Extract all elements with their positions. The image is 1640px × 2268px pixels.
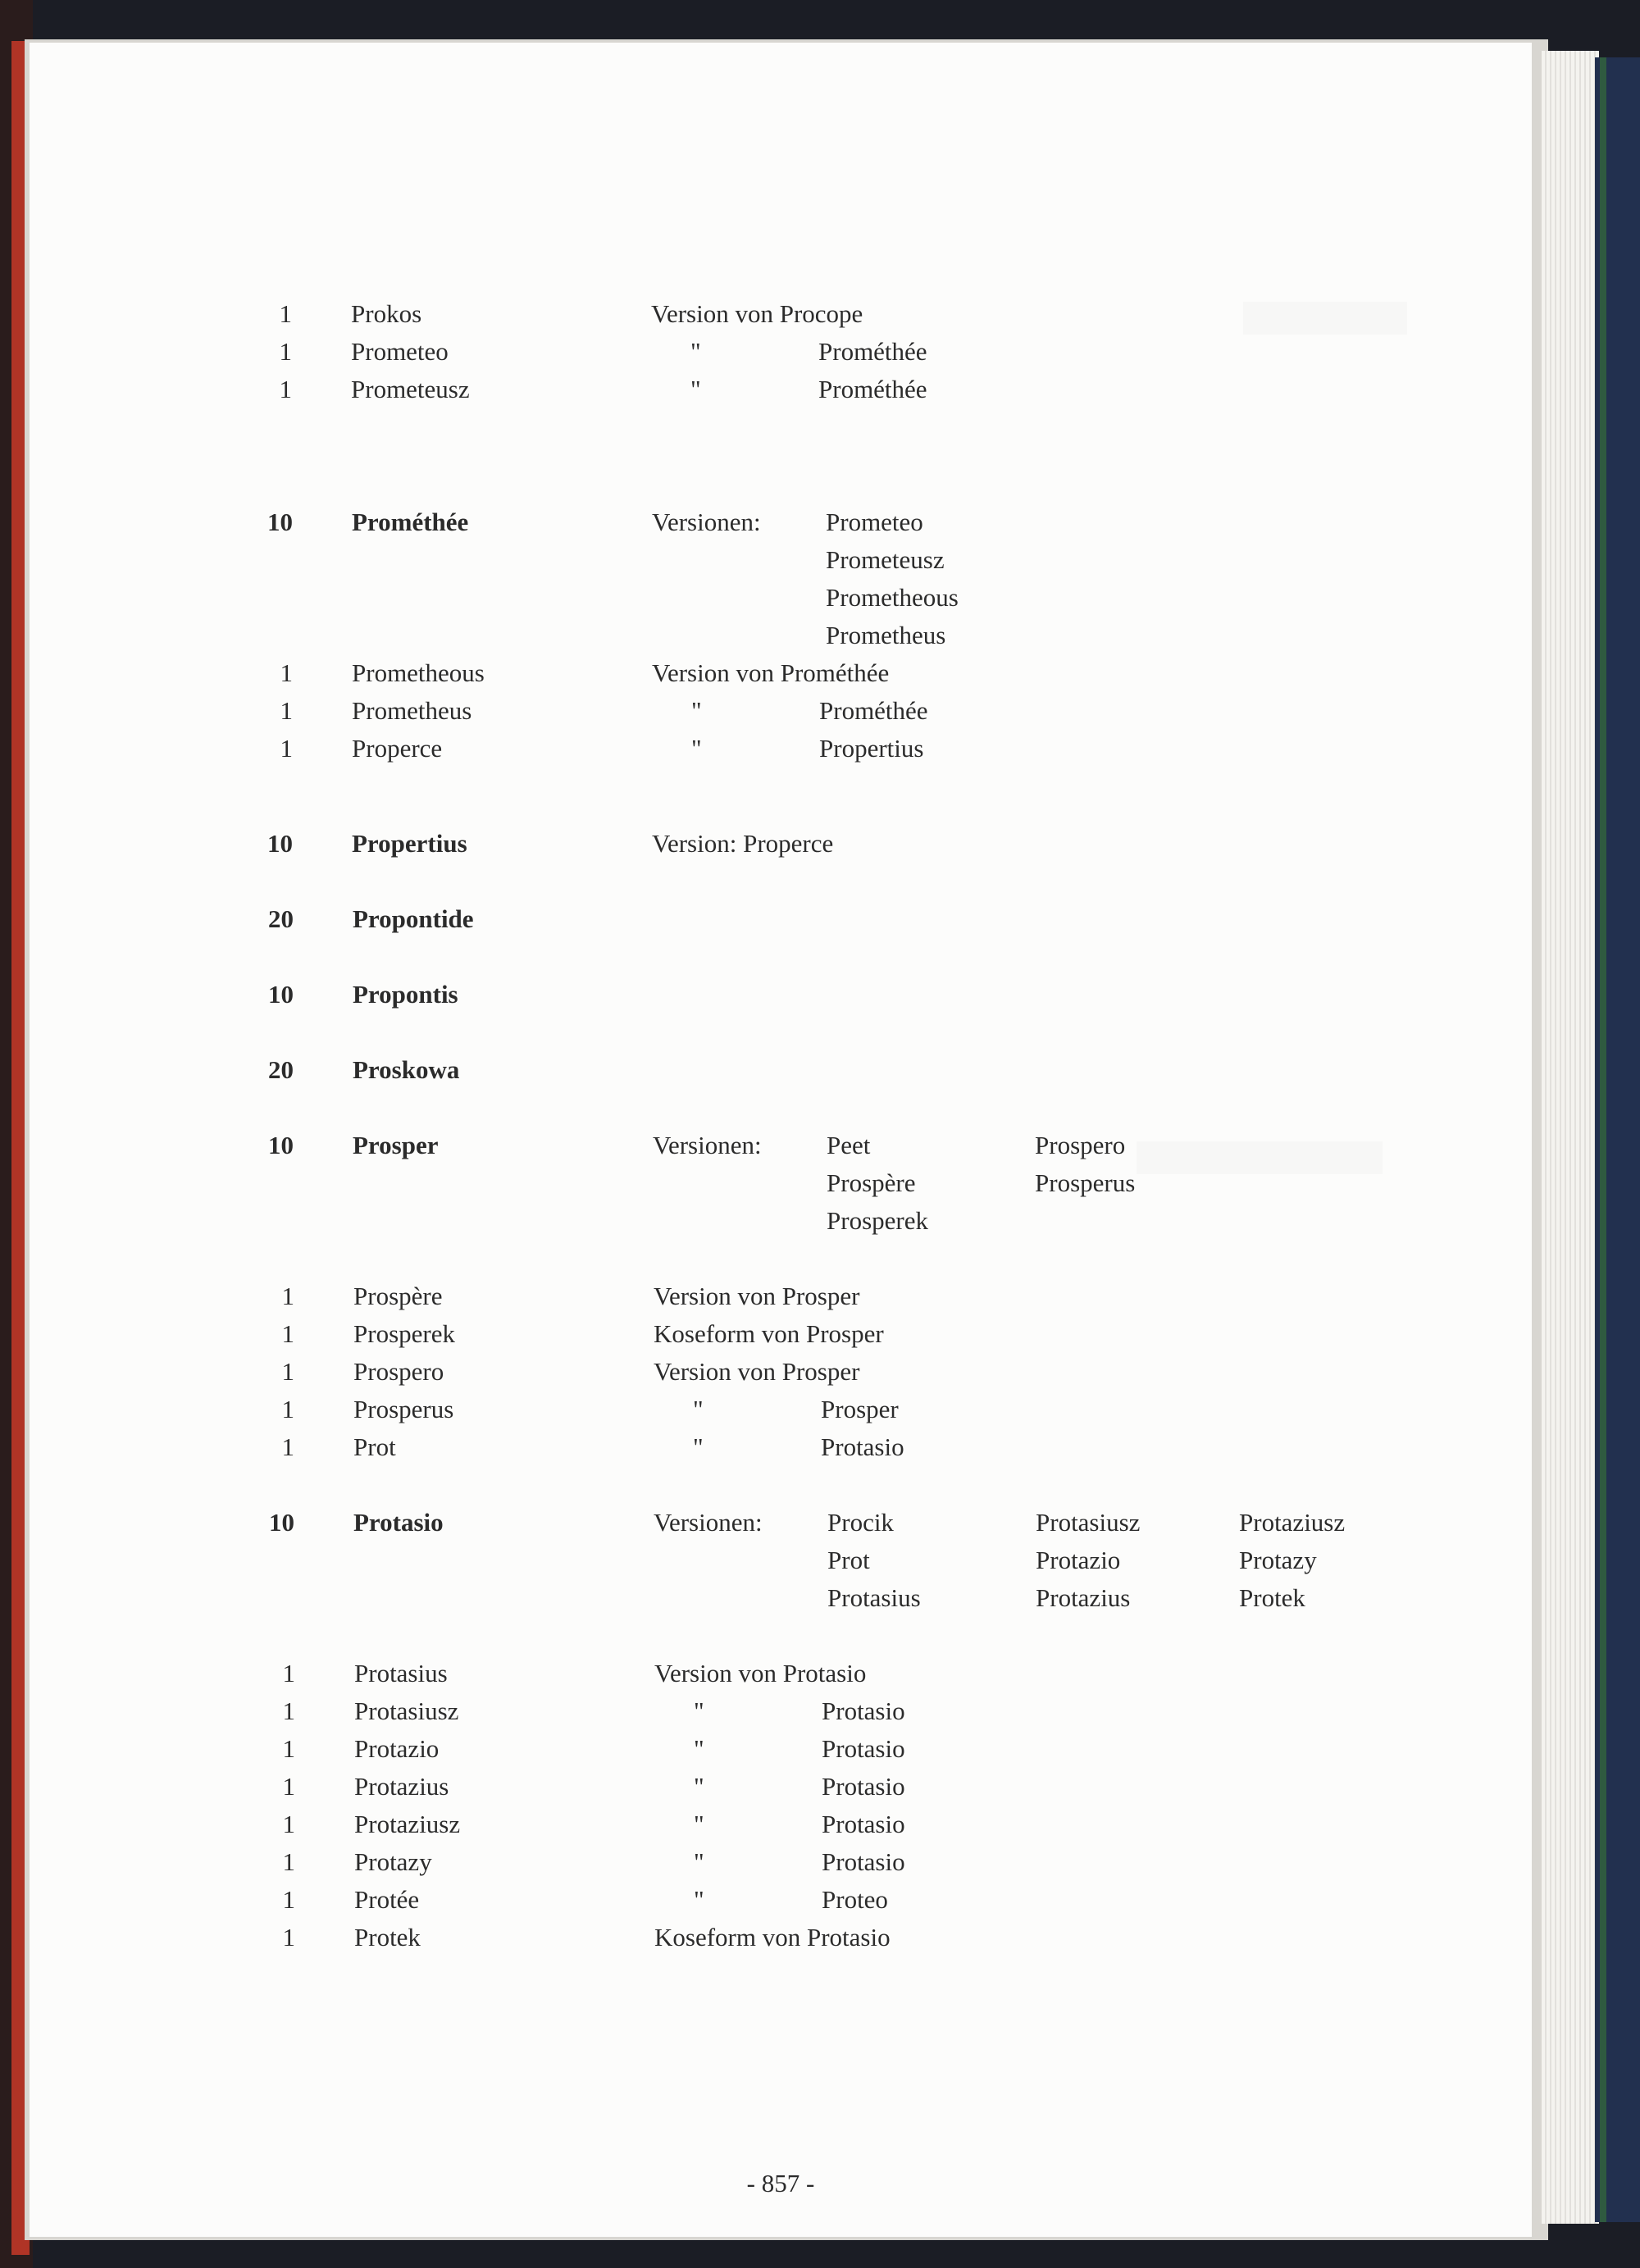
entry-name: Prospère <box>353 1282 443 1310</box>
show-through <box>1137 1141 1383 1174</box>
ditto-mark: " <box>690 375 701 403</box>
entry-count: 10 <box>267 829 293 858</box>
entry-name: Propertius <box>352 829 467 858</box>
entry-name: Proskowa <box>353 1055 460 1084</box>
ditto-mark: " <box>693 1432 704 1461</box>
book-cover-right <box>1595 57 1640 2222</box>
entry-name: Protazy <box>354 1847 432 1876</box>
entry-note: Koseform von Prosper <box>654 1319 884 1348</box>
version-name: Prometheous <box>826 583 959 612</box>
version-name: Prometheus <box>826 621 946 649</box>
version-name: Prometeo <box>826 508 923 536</box>
entry-count: 20 <box>268 904 294 933</box>
entry-count: 1 <box>281 1319 294 1348</box>
entry-name: Prot <box>353 1432 396 1461</box>
entry-name: Protaziusz <box>354 1810 461 1838</box>
entry-name: Protasiusz <box>354 1696 459 1725</box>
entry-count: 1 <box>281 1395 294 1423</box>
entry-note: Version von Prosper <box>654 1357 860 1386</box>
entry-count: 1 <box>282 1772 295 1801</box>
entry-note: Version von Procope <box>651 299 863 328</box>
entry-count: 1 <box>282 1734 295 1763</box>
entry-name: Protée <box>354 1885 420 1914</box>
entry-note: Version: Properce <box>652 829 834 858</box>
entry-name: Prometeusz <box>351 375 470 403</box>
entry-count: 1 <box>282 1847 295 1876</box>
entry-count: 1 <box>279 375 292 403</box>
entry-count: 1 <box>282 1885 295 1914</box>
ditto-mark: " <box>694 1810 704 1838</box>
entry-reference: Prométhée <box>819 696 928 725</box>
entry-count: 20 <box>268 1055 294 1084</box>
entry-count: 10 <box>268 1131 294 1159</box>
version-name: Peet <box>827 1131 871 1159</box>
entry-reference: Prométhée <box>818 337 927 366</box>
entry-reference: Protasio <box>822 1772 905 1801</box>
ditto-mark: " <box>694 1772 704 1801</box>
entry-name: Propontide <box>353 904 474 933</box>
entry-note: Version von Prométhée <box>652 658 890 687</box>
entry-count: 1 <box>280 734 293 763</box>
version-name: Protazy <box>1239 1546 1317 1574</box>
entry-name: Protazius <box>354 1772 449 1801</box>
entry-note: Versionen: <box>654 1508 763 1537</box>
ditto-mark: " <box>694 1885 704 1914</box>
entry-reference: Protasio <box>822 1810 905 1838</box>
version-name: Prosperus <box>1035 1168 1136 1197</box>
entry-note: Versionen: <box>652 508 761 536</box>
entry-name: Propontis <box>353 980 458 1009</box>
entry-count: 1 <box>281 1432 294 1461</box>
ditto-mark: " <box>694 1734 704 1763</box>
entry-reference: Protasio <box>822 1734 905 1763</box>
ditto-mark: " <box>694 1696 704 1725</box>
entry-count: 10 <box>269 1508 294 1537</box>
entry-name: Prosperek <box>353 1319 455 1348</box>
entry-reference: Prosper <box>821 1395 899 1423</box>
version-name: Protasius <box>827 1583 921 1612</box>
entry-reference: Protasio <box>821 1432 904 1461</box>
entry-count: 1 <box>282 1810 295 1838</box>
entry-name: Protasio <box>353 1508 444 1537</box>
entry-count: 1 <box>281 1357 294 1386</box>
version-name: Prot <box>827 1546 870 1574</box>
entry-name: Protazio <box>354 1734 440 1763</box>
version-name: Prometeusz <box>826 545 945 574</box>
entry-reference: Protasio <box>822 1696 905 1725</box>
version-name: Prosperek <box>827 1206 928 1235</box>
cover-stripe <box>1600 57 1606 2222</box>
entry-name: Prosper <box>353 1131 439 1159</box>
entry-count: 1 <box>282 1659 295 1687</box>
show-through <box>1243 302 1407 335</box>
entry-count: 1 <box>282 1923 295 1951</box>
ditto-mark: " <box>694 1847 704 1876</box>
version-name: Protaziusz <box>1239 1508 1346 1537</box>
version-name: Protazio <box>1036 1546 1121 1574</box>
ditto-mark: " <box>690 337 701 366</box>
ditto-mark: " <box>693 1395 704 1423</box>
ditto-mark: " <box>691 696 702 725</box>
entry-count: 1 <box>281 1282 294 1310</box>
entry-name: Protasius <box>354 1659 448 1687</box>
version-name: Protazius <box>1036 1583 1131 1612</box>
entry-reference: Propertius <box>819 734 924 763</box>
version-name: Prospère <box>827 1168 916 1197</box>
entry-count: 1 <box>279 337 292 366</box>
entry-count: 10 <box>267 508 293 536</box>
version-name: Procik <box>827 1508 894 1537</box>
entry-name: Prometheous <box>352 658 485 687</box>
entry-reference: Protasio <box>822 1847 905 1876</box>
entry-name: Prosperus <box>353 1395 454 1423</box>
entry-note: Koseform von Protasio <box>654 1923 891 1951</box>
entry-name: Properce <box>352 734 443 763</box>
entry-name: Prospero <box>353 1357 444 1386</box>
version-name: Protek <box>1239 1583 1305 1612</box>
entry-count: 1 <box>279 299 292 328</box>
book-page <box>30 43 1532 2237</box>
entry-count: 1 <box>280 658 293 687</box>
entry-name: Protek <box>354 1923 421 1951</box>
ditto-mark: " <box>691 734 702 763</box>
page-number: - 857 - <box>746 2169 815 2197</box>
entry-count: 1 <box>282 1696 295 1725</box>
page-stack-edge <box>1542 51 1599 2224</box>
entry-note: Version von Protasio <box>654 1659 867 1687</box>
version-name: Prospero <box>1035 1131 1126 1159</box>
entry-name: Prometheus <box>352 696 472 725</box>
entry-name: Prometeo <box>351 337 449 366</box>
version-name: Protasiusz <box>1036 1508 1141 1537</box>
entry-name: Prokos <box>351 299 422 328</box>
entry-count: 10 <box>268 980 294 1009</box>
entry-reference: Proteo <box>822 1885 888 1914</box>
entry-note: Version von Prosper <box>654 1282 860 1310</box>
entry-note: Versionen: <box>653 1131 762 1159</box>
entry-count: 1 <box>280 696 293 725</box>
entry-name: Prométhée <box>352 508 469 536</box>
entry-reference: Prométhée <box>818 375 927 403</box>
